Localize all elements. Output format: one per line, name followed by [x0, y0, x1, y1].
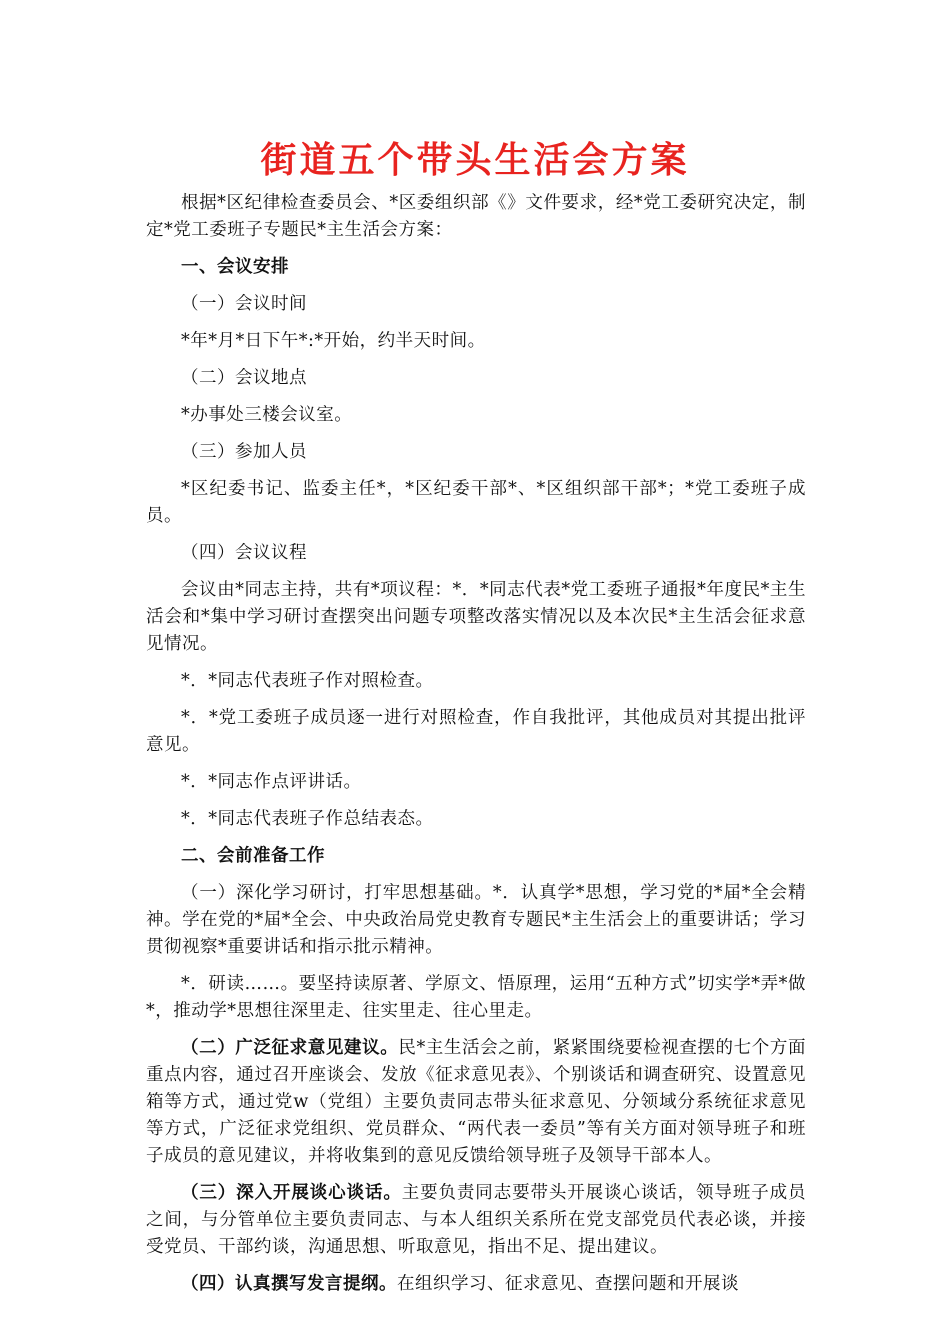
document-title: 街道五个带头生活会方案	[260, 139, 690, 181]
subheading-participants: （三）参加人员	[181, 442, 307, 462]
meeting-place-text: *办事处三楼会议室。	[181, 405, 353, 425]
meeting-time-text: *年*月*日下午*:*开始，约半天时间。	[181, 331, 486, 351]
outline-text: 在组织学习、征求意见、查摆问题和开展谈	[397, 1274, 739, 1294]
section-heading-1: 一、会议安排	[181, 257, 289, 277]
section-heading-2: 二、会前准备工作	[181, 846, 325, 866]
talks-paragraph	[146, 1180, 806, 1261]
opinions-paragraph	[146, 1035, 806, 1170]
study-paragraph: （一）深化学习研讨，打牢思想基础。*．认真学*思想，学习党的*届*全会精神。学在党的*届*全会、中央政治局党史教育专题民*主生活会上的重要讲话；学习贯彻视察*重要讲话和指示批示精神。	[146, 883, 806, 957]
agenda-item-5: *．*同志代表班子作总结表态。	[181, 809, 434, 829]
document-body	[146, 190, 806, 1308]
agenda-text: 会议由*同志主持，共有*项议程：*．*同志代表*党工委班子通报*年度民*主生活会和*集中学习研讨查摆突出问题专项整改落实情况以及本次民*主生活会征求意见情况。	[146, 580, 806, 654]
subheading-agenda: （四）会议议程	[181, 543, 307, 563]
talks-text: 主要负责同志要带头开展谈心谈话，领导班子成员之间，与分管单位主要负责同志、与本人组织关系所在党支部党员代表必谈，并接受党员、干部约谈，沟通思想、听取意见，指出不足、提出建议。	[146, 1183, 807, 1257]
agenda-item-4: *．*同志作点评讲话。	[181, 772, 362, 792]
subheading-meeting-place: （二）会议地点	[181, 368, 307, 388]
talks-lead: （三）深入开展谈心谈话。	[181, 1183, 402, 1203]
agenda-item-2: *．*同志代表班子作对照检查。	[181, 671, 434, 691]
agenda-item-3: *．*党工委班子成员逐一进行对照检查，作自我批评，其他成员对其提出批评意见。	[146, 708, 806, 755]
study-paragraph-2: *．研读……。要坚持读原著、学原文、悟原理，运用“五种方式”切实学*弄*做*，推动学*思想往深里走、往实里走、往心里走。	[146, 974, 806, 1021]
opinions-text: 民*主生活会之前，紧紧围绕要检视查摆的七个方面重点内容，通过召开座谈会、发放《征求意见表》、个别谈话和调查研究、设置意见箱等方式，通过党w（党组）主要负责同志带头征求意见、分领域分系统征求意见等方式，广泛征求党组织、党员群众、“两代表一委员”等有关方面对领导班子和班子成员的意见建议，并将收集到的意见反馈给领导班子及领导干部本人。	[146, 1038, 807, 1166]
intro-paragraph: 根据*区纪律检查委员会、*区委组织部《》文件要求，经*党工委研究决定，制定*党工委班子专题民*主生活会方案：	[146, 193, 806, 240]
opinions-lead: （二）广泛征求意见建议。	[181, 1038, 399, 1058]
participants-text: *区纪委书记、监委主任*，*区纪委干部*、*区组织部干部*；*党工委班子成员。	[146, 479, 806, 526]
outline-paragraph	[146, 1271, 806, 1298]
outline-lead: （四）认真撰写发言提纲。	[181, 1274, 397, 1294]
subheading-meeting-time: （一）会议时间	[181, 294, 307, 314]
